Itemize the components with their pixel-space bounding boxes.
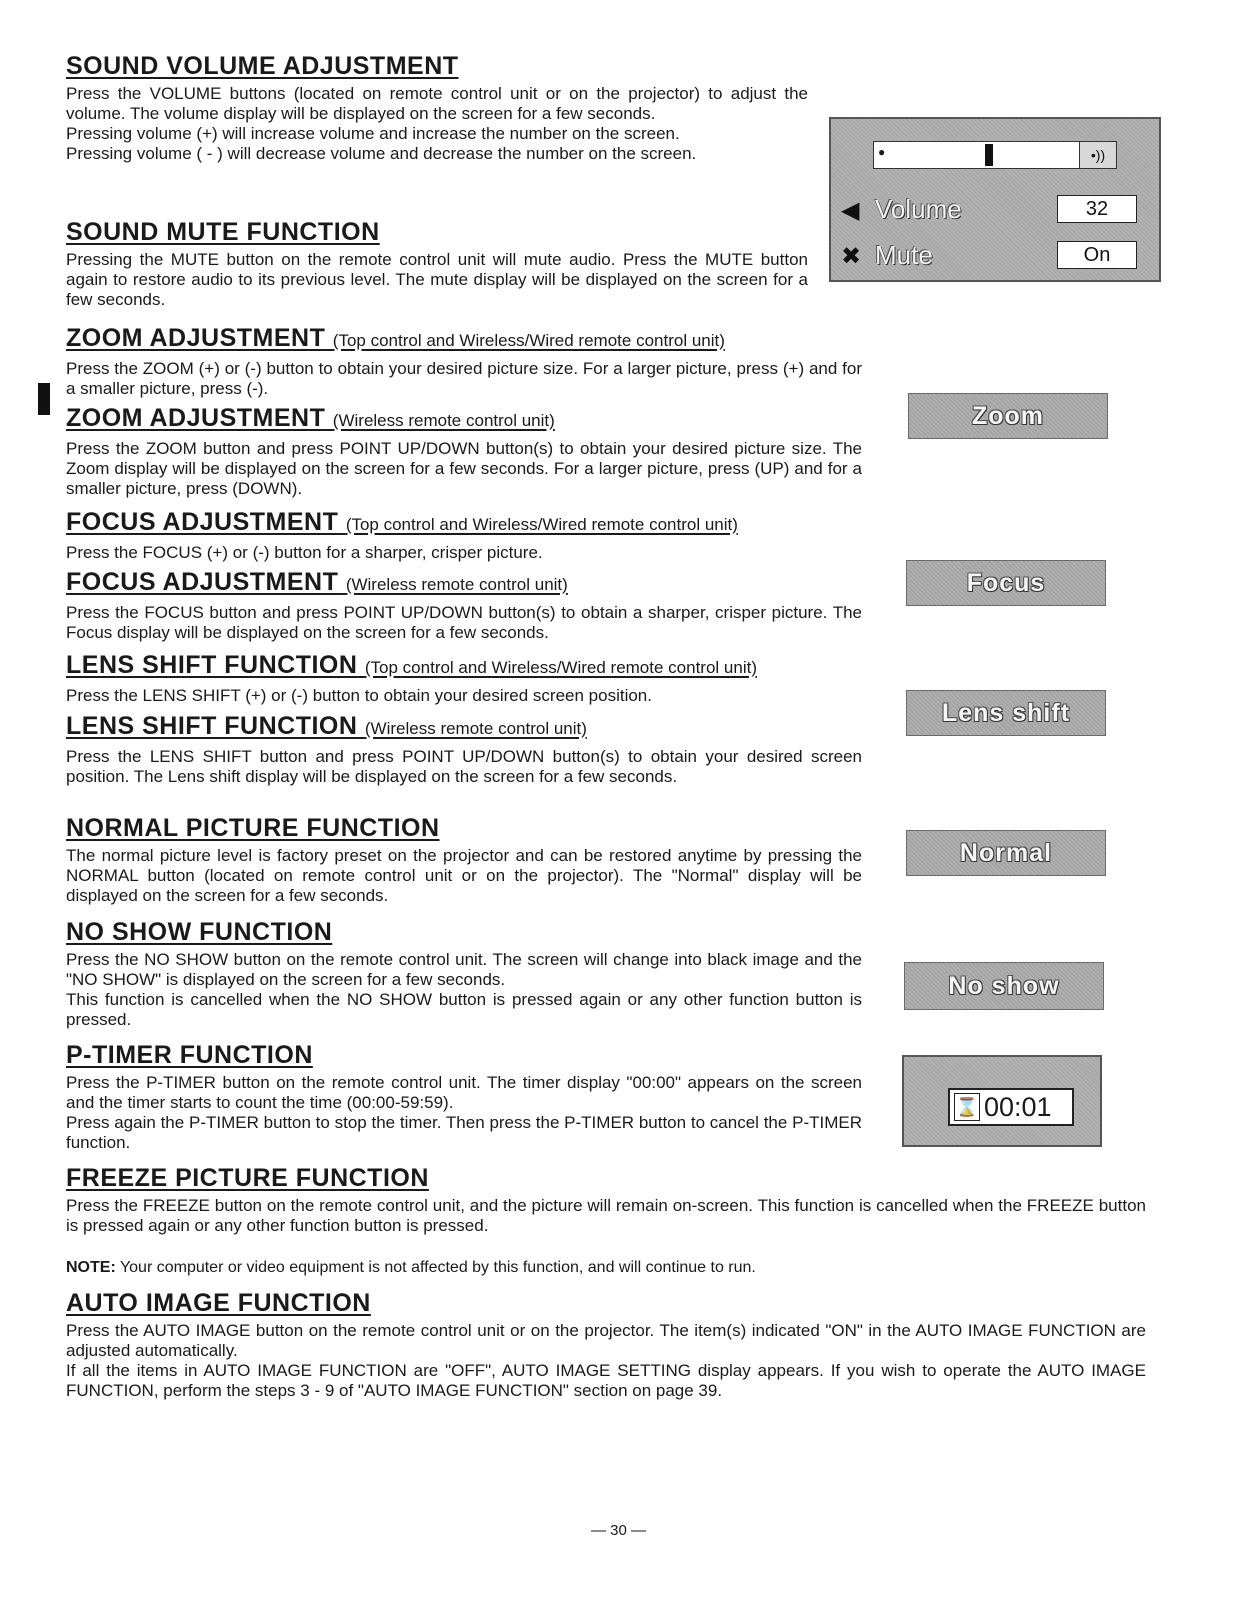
volume-level-indicator (985, 144, 993, 166)
section-title: LENS SHIFT FUNCTION (Wireless remote control unit) (66, 712, 587, 740)
volume-value: 32 (1057, 195, 1137, 223)
section-title: NO SHOW FUNCTION (66, 918, 333, 946)
section-body: Press the FREEZE button on the remote control unit, and the picture will remain on-screen. This function is cancelled when the FREEZE button is pressed again or any other function button is pressed. (66, 1196, 1146, 1235)
section-title: FOCUS ADJUSTMENT (Wireless remote control unit) (66, 568, 568, 596)
section-body: Press the LENS SHIFT (+) or (-) button to obtain your desired screen position. (66, 686, 652, 705)
section-no-show (66, 918, 862, 1030)
speaker-icon: ◀ (841, 197, 860, 224)
section-zoom-wireless (66, 404, 862, 499)
section-lens-shift-wireless (66, 712, 862, 787)
section-sound-mute (66, 218, 808, 310)
mute-value: On (1057, 241, 1137, 269)
section-title: AUTO IMAGE FUNCTION (66, 1289, 371, 1317)
page-number: — 30 — (590, 1522, 647, 1539)
timer-box (948, 1088, 1074, 1126)
section-title: ZOOM ADJUSTMENT (Wireless remote control unit) (66, 404, 555, 432)
lens-shift-osd: Lens shift (906, 690, 1106, 736)
mute-label: Mute (875, 240, 933, 270)
section-body: Pressing the MUTE button on the remote control unit will mute audio. Press the MUTE button again to restore audio to its previous level. The mute display will be displayed on the screen for a few seconds. (66, 250, 808, 309)
section-normal-picture (66, 814, 862, 906)
section-body: Press the ZOOM button and press POINT UP/DOWN button(s) to obtain your desired picture size. The Zoom display will be displayed on the screen for a few seconds. For a larger picture, press (UP) and for a smaller picture, press (DOWN). (66, 439, 862, 498)
section-body: Press the ZOOM (+) or (-) button to obtain your desired picture size. For a larger picture, press (+) and for a smaller picture, press (-). (66, 359, 862, 398)
section-title: FOCUS ADJUSTMENT (Top control and Wireless/Wired remote control unit) (66, 508, 738, 536)
section-focus-top (66, 508, 862, 563)
section-zoom-top (66, 324, 862, 399)
section-body: Press the FOCUS (+) or (-) button for a sharper, crisper picture. (66, 543, 543, 562)
section-p-timer (66, 1041, 862, 1153)
volume-osd-panel (829, 117, 1161, 282)
section-lens-shift-top (66, 651, 862, 706)
section-sound-volume (66, 52, 808, 164)
timer-value: 00:01 (984, 1091, 1052, 1122)
mute-icon: ✖ (841, 243, 862, 270)
speaker-low-icon: ● (878, 145, 886, 159)
focus-osd: Focus (906, 560, 1106, 606)
section-title: SOUND VOLUME ADJUSTMENT (66, 52, 459, 80)
section-body: Press the NO SHOW button on the remote control unit. The screen will change into black image and the "NO SHOW" is displayed on the screen for a few seconds. This function is cancelled when the NO SHOW button is pressed again or any other function button is pressed. (66, 950, 862, 1029)
section-title: P-TIMER FUNCTION (66, 1041, 313, 1069)
volume-label: Volume (875, 194, 962, 224)
section-focus-wireless (66, 568, 862, 643)
section-body: Press the P-TIMER button on the remote control unit. The timer display "00:00" appears on the screen and the timer starts to count the time (00:00-59:59). Press again the P-TIMER button to stop the timer. Then press the P-TIMER button to cancel the P-TIMER function. (66, 1073, 862, 1152)
speaker-high-icon: •)) (1079, 142, 1116, 168)
section-title: NORMAL PICTURE FUNCTION (66, 814, 440, 842)
timer-osd (902, 1055, 1102, 1147)
normal-osd: Normal (906, 830, 1106, 876)
margin-mark (38, 383, 50, 415)
section-freeze-picture (66, 1164, 1146, 1278)
section-title: FREEZE PICTURE FUNCTION (66, 1164, 429, 1192)
section-title: SOUND MUTE FUNCTION (66, 218, 380, 246)
section-title: LENS SHIFT FUNCTION (Top control and Wireless/Wired remote control unit) (66, 651, 757, 679)
no-show-osd: No show (904, 962, 1104, 1010)
section-body: Press the AUTO IMAGE button on the remote control unit or on the projector. The item(s) indicated "ON" in the AUTO IMAGE FUNCTION are adjusted automatically. If all the items in AUTO IMAGE FUNCTION are "OFF", AUTO IMAGE SETTING display appears. If you wish to operate the AUTO IMAGE FUNCTION, perform the steps 3 - 9 of "AUTO IMAGE FUNCTION" section on page 39. (66, 1321, 1146, 1400)
section-body: The normal picture level is factory preset on the projector and can be restored anytime by pressing the NORMAL button (located on remote control unit or on the projector). The "Normal" display will be displayed on the screen for a few seconds. (66, 846, 862, 905)
mute-row (841, 237, 1151, 273)
hourglass-icon: ⌛ (954, 1093, 980, 1121)
section-body: Press the VOLUME buttons (located on remote control unit or on the projector) to adjust the volume. The volume display will be displayed on the screen for a few seconds. Pressing volume (+) will increase volume and increase the number on the screen. Pressing volume ( - ) will decrease volume and decrease the number on the screen. (66, 84, 808, 163)
volume-row (841, 191, 1151, 227)
section-body: Press the LENS SHIFT button and press POINT UP/DOWN button(s) to obtain your desired screen position. The Lens shift display will be displayed on the screen for a few seconds. (66, 747, 862, 786)
section-body: Press the FOCUS button and press POINT UP/DOWN button(s) to obtain a sharper, crisper picture. The Focus display will be displayed on the screen for a few seconds. (66, 603, 862, 642)
section-auto-image (66, 1289, 1146, 1401)
section-title: ZOOM ADJUSTMENT (Top control and Wireless/Wired remote control unit) (66, 324, 725, 352)
zoom-osd: Zoom (908, 393, 1108, 439)
volume-bar (873, 141, 1117, 169)
note: NOTE: Your computer or video equipment is not affected by this function, and will continue to run. (66, 1259, 756, 1276)
